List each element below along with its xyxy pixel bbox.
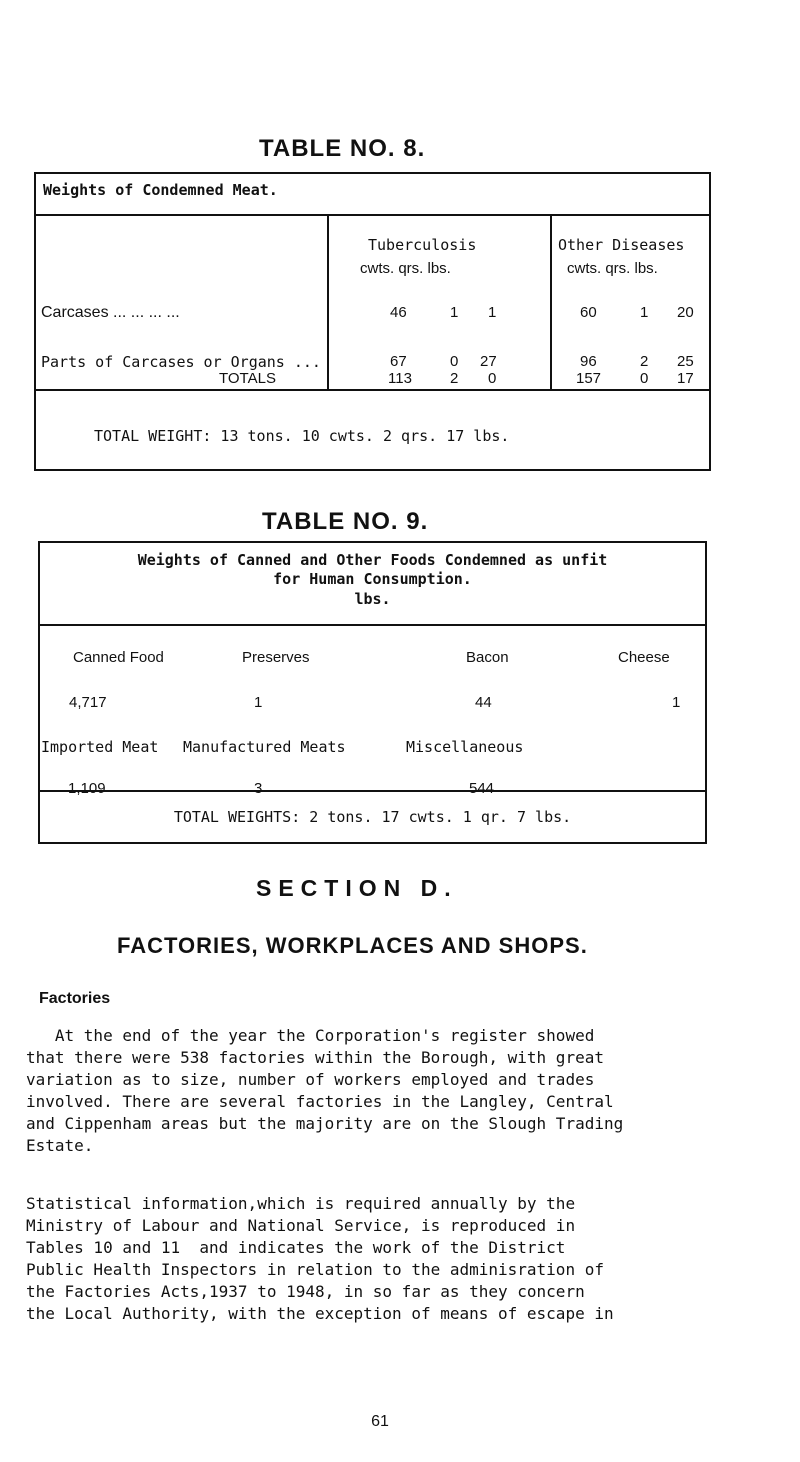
table-cell: 0 — [488, 370, 497, 387]
table-cell: 1 — [672, 694, 681, 711]
table-cell: 20 — [677, 304, 694, 321]
table9-divider — [38, 790, 707, 792]
table-cell: 0 — [450, 353, 459, 370]
table-cell: 60 — [580, 304, 597, 321]
text-line: Statistical information,which is required annually by the — [26, 1194, 576, 1213]
table-cell: 544 — [469, 780, 495, 797]
table-cell: 44 — [475, 694, 492, 711]
table9-divider — [38, 624, 707, 626]
table-cell: 1 — [254, 694, 263, 711]
table-cell: 3 — [254, 780, 263, 797]
text-line: the Local Authority, with the exception of means of escape in — [26, 1304, 614, 1323]
table-cell: 2 — [640, 353, 649, 370]
table8-row-label: Carcases ... ... ... ... — [41, 304, 180, 321]
text-line: that there were 538 factories within the Borough, with great — [26, 1048, 604, 1067]
text-line: At the end of the year the Corporation's register showed — [26, 1026, 595, 1045]
table9-label: Bacon — [466, 649, 509, 666]
table-cell: 27 — [480, 353, 497, 370]
text-line: the Factories Acts,1937 to 1948, in so far as they concern — [26, 1282, 585, 1301]
table-cell: 0 — [640, 370, 649, 387]
table8-divider — [327, 214, 329, 390]
page-number: 61 — [371, 1413, 389, 1430]
table9-caption: for Human Consumption. — [273, 570, 472, 588]
table9-title: TABLE NO. 9. — [262, 508, 429, 535]
text-line: Estate. — [26, 1136, 94, 1155]
table8-col-tuberculosis: Tuberculosis — [368, 236, 477, 254]
table-cell: 2 — [450, 370, 459, 387]
text-line: involved. There are several factories in the Langley, Central — [26, 1092, 614, 1111]
table-cell: 1 — [640, 304, 649, 321]
text-line: Ministry of Labour and National Service, is reproduced in — [26, 1216, 576, 1235]
table8-title: TABLE NO. 8. — [259, 135, 426, 162]
table8-col-tuberculosis-units: cwts. qrs. lbs. — [360, 260, 451, 277]
table8-total: TOTAL WEIGHT: 13 tons. 10 cwts. 2 qrs. 17 lbs. — [94, 427, 510, 445]
table-cell: 67 — [390, 353, 407, 370]
table-cell: 17 — [677, 370, 694, 387]
table-cell: 1 — [488, 304, 497, 321]
paragraph-2 — [26, 1193, 800, 1325]
table9-label: Imported Meat — [41, 738, 159, 756]
table9-label: Manufactured Meats — [183, 738, 346, 756]
table8-divider — [34, 389, 711, 391]
table9-total: TOTAL WEIGHTS: 2 tons. 17 cwts. 1 qr. 7 lbs. — [173, 808, 572, 826]
table8-divider — [550, 214, 552, 390]
table8-col-other-diseases-units: cwts. qrs. lbs. — [567, 260, 658, 277]
text-line: and Cippenham areas but the majority are on the Slough Trading — [26, 1114, 624, 1133]
table-cell: 4,717 — [69, 694, 107, 711]
table-cell: 1,109 — [68, 780, 106, 797]
table-cell: 1 — [450, 304, 459, 321]
table8-divider — [34, 214, 711, 216]
table-cell: 113 — [388, 370, 412, 387]
table8-row-label: Parts of Carcases or Organs ... — [41, 353, 321, 371]
table9-caption-units: lbs. — [354, 590, 391, 608]
table9-label: Cheese — [618, 649, 670, 666]
table-cell: 96 — [580, 353, 597, 370]
section-heading: SECTION D. — [256, 875, 458, 901]
text-line: Public Health Inspectors in relation to the adminisration of — [26, 1260, 604, 1279]
factories-heading: Factories — [39, 990, 111, 1007]
table9-caption: Weights of Canned and Other Foods Condemned as unfit — [137, 551, 608, 569]
text-line: variation as to size, number of workers employed and trades — [26, 1070, 595, 1089]
table8-row-label: TOTALS — [219, 370, 276, 387]
table-cell: 25 — [677, 353, 694, 370]
table9-label: Preserves — [242, 649, 310, 666]
table8-caption: Weights of Condemned Meat. — [43, 181, 278, 199]
table9-label: Miscellaneous — [406, 738, 524, 756]
table8-col-other-diseases: Other Diseases — [558, 236, 685, 254]
text-line: Tables 10 and 11 and indicates the work of the District — [26, 1238, 566, 1257]
paragraph-1 — [26, 1025, 800, 1157]
table-cell: 46 — [390, 304, 407, 321]
table9-label: Canned Food — [73, 649, 164, 666]
section-subheading: FACTORIES, WORKPLACES AND SHOPS. — [117, 933, 588, 958]
table-cell: 157 — [576, 370, 602, 387]
